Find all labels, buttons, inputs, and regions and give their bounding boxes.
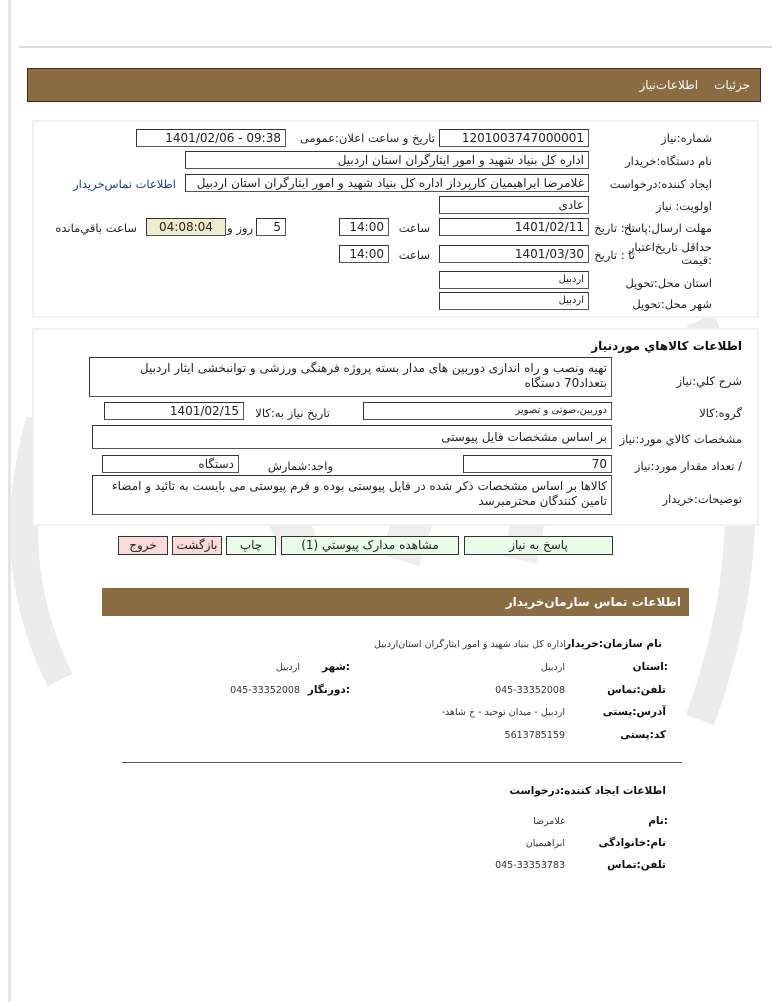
remaining-time-field: 04:08:04 xyxy=(146,218,226,236)
min-validity-label: حداقل تاریخ‌اعتبار :قیمت xyxy=(628,240,712,267)
specs-field: بر اساس مشخصات فایل پیوستی xyxy=(92,425,612,449)
last-name-value: ابراهیمیان xyxy=(525,838,565,849)
priority-label: اولویت: نیاز xyxy=(656,199,712,213)
need-date-label: تاریخ نیاز به:کالا xyxy=(255,406,330,420)
announce-datetime-field: 1401/02/06 - 09:38 xyxy=(136,129,286,147)
reply-to-need-button[interactable]: پاسخ به نیاز xyxy=(464,536,613,555)
days-remaining-field: 5 xyxy=(256,218,286,236)
address-value: اردبیل - میدان توحید - خ شاهد- xyxy=(441,707,565,718)
view-attachments-button[interactable]: مشاهده مدارک پیوستي (1) xyxy=(281,536,459,555)
phone-label: تلفن:تماس xyxy=(607,684,666,696)
specs-label: مشخصات کالاي مورد:نیاز xyxy=(619,432,742,446)
left-border xyxy=(8,0,11,1002)
creator-phone-label: تلفن:تماس xyxy=(607,859,666,871)
section-divider xyxy=(122,762,682,763)
delivery-province-field: اردبیل xyxy=(439,271,589,289)
exit-button[interactable]: خروج xyxy=(118,536,168,555)
description-field: تهیه ونصب و راه اندازی دوربین های مدار بسته پروژه فرهنگی ورزشی و توانبخشی ایثار اردبیل بتعداد70 دستگاه xyxy=(89,357,612,397)
top-divider xyxy=(19,46,772,48)
buyer-org-label: نام دستگاه:خریدار xyxy=(625,154,712,168)
city-label: :شهر xyxy=(322,661,350,673)
creator-phone-value: 045-33353783 xyxy=(495,860,565,871)
address-label: آدرس:پستی xyxy=(602,706,666,718)
org-name-label: نام سازمان:خریدار xyxy=(565,638,662,650)
deadline-time-label: ساعت xyxy=(398,221,430,235)
first-name-label: :نام xyxy=(648,815,668,827)
quantity-label: / تعداد مقدار مورد:نیاز xyxy=(634,459,742,473)
delivery-city-field: اردبیل xyxy=(439,292,589,310)
province-value: اردبیل xyxy=(540,662,565,673)
validity-to-date-label: تا : تاریخ xyxy=(594,248,635,262)
tab-details[interactable]: جزئیات xyxy=(714,78,750,92)
creator-field: غلامرضا ابراهیمیان کارپرداز اداره کل بنیاد شهید و امور ایثارگران استان اردبیل xyxy=(185,174,589,192)
announce-datetime-label: تاریخ و ساعت اعلان:عمومی xyxy=(299,131,435,145)
province-label: :استان xyxy=(632,661,668,673)
need-number-field: 1201003747000001 xyxy=(439,129,589,147)
buyer-notes-label: توضیحات:خریدار xyxy=(662,492,742,506)
details-tab-bar xyxy=(27,68,761,102)
phone-value: 045-33352008 xyxy=(495,685,565,696)
first-name-value: غلامرضا xyxy=(533,816,565,827)
back-button[interactable]: بازگشت xyxy=(172,536,222,555)
unit-label: واحد:شمارش xyxy=(267,459,333,473)
need-date-field: 1401/02/15 xyxy=(104,402,244,420)
print-button[interactable]: چاپ xyxy=(226,536,276,555)
goods-group-label: گروه:کالا xyxy=(699,406,742,420)
last-name-label: نام:خانوادگی xyxy=(598,837,666,849)
org-name-value: اداره کل بنیاد شهید و امور ایثارگران استان‌اردبیل xyxy=(374,639,566,650)
creator-label: ایجاد کننده:درخواست xyxy=(609,177,712,191)
deadline-label: مهلت ارسال:پاسخ xyxy=(623,221,712,235)
buyer-contact-header: اطلاعات تماس سازمان‌خریدار xyxy=(102,588,689,616)
buyer-org-field: اداره کل بنیاد شهید و امور ایثارگران استان اردبیل xyxy=(185,151,589,169)
priority-field: عادی xyxy=(439,196,589,214)
validity-time-label: ساعت xyxy=(398,248,430,262)
description-label: شرح کلي:نیاز xyxy=(676,374,742,388)
validity-time-field: 14:00 xyxy=(339,245,389,263)
city-value: اردبیل xyxy=(275,662,300,673)
postal-code-label: کد:پستی xyxy=(620,729,666,741)
delivery-province-label: استان محل:تحویل xyxy=(625,276,712,290)
deadline-time-field: 14:00 xyxy=(339,218,389,236)
tab-need-info[interactable]: اطلاعات‌نیاز xyxy=(639,78,699,92)
goods-group-field: دوربین،صوتی و تصویر xyxy=(363,402,612,420)
quantity-field: 70 xyxy=(463,455,612,473)
validity-date-field: 1401/03/30 xyxy=(439,245,589,263)
delivery-city-label: شهر محل:تحویل xyxy=(632,297,712,311)
deadline-date-field: 1401/02/11 xyxy=(439,218,589,236)
deadline-to-date-label: تا : تاریخ xyxy=(594,221,635,235)
goods-section-title: اطلاعات کالاهاي موردنیاز xyxy=(591,339,742,353)
fax-label: :دورنگار xyxy=(307,684,350,696)
days-label: روز و xyxy=(227,221,253,235)
fax-value: 045-33352008 xyxy=(230,685,300,696)
postal-code-value: 5613785159 xyxy=(504,730,565,741)
remaining-time-label: ساعت باقي‌مانده xyxy=(55,221,137,235)
need-number-label: شماره:نیاز xyxy=(661,131,712,145)
buyer-notes-field: کالاها بر اساس مشخصات ذکر شده در فایل پیوستی بوده و فرم پیوستی می بایست به تائید و امضاء تامین کنندگان محترمبرسد xyxy=(92,475,612,515)
creator-section-title: اطلاعات ایجاد کننده:درخواست xyxy=(509,785,666,797)
unit-field: دستگاه xyxy=(102,455,239,473)
buyer-contact-link[interactable]: اطلاعات تماس‌خریدار xyxy=(73,177,176,191)
